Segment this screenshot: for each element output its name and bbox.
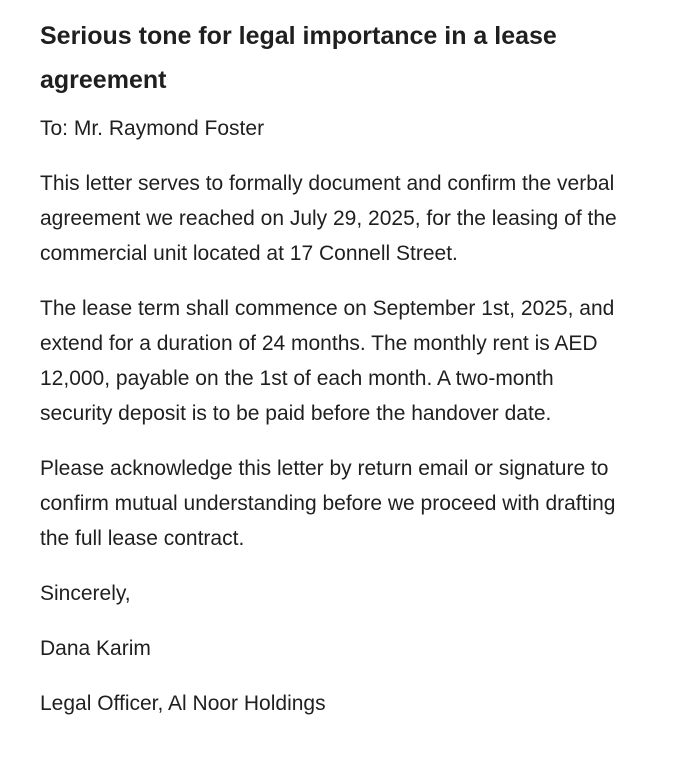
text-line: commercial unit located at 17 Connell Street.: [40, 242, 458, 265]
signature-name: Dana Karim: [40, 637, 151, 660]
closing-line: Sincerely,: [40, 582, 131, 605]
signature-title: Legal Officer, Al Noor Holdings: [40, 692, 326, 715]
text-line: Please acknowledge this letter by return email or signature to: [40, 457, 609, 480]
text-line: the full lease contract.: [40, 527, 245, 550]
paragraph-lease-terms: [40, 291, 625, 431]
text-line: 12,000, payable on the 1st of each month. A two-month: [40, 367, 554, 390]
text-line: extend for a duration of 24 months. The monthly rent is AED: [40, 332, 598, 355]
text-line: confirm mutual understanding before we proceed with drafting: [40, 492, 616, 515]
text-line: security deposit is to be paid before the handover date.: [40, 402, 552, 425]
text-line: This letter serves to formally document and confirm the verbal: [40, 172, 615, 195]
paragraph-agreement-confirmation: [40, 166, 625, 271]
letter-title: Serious tone for legal importance in a lease agreement: [40, 22, 557, 94]
recipient-line: To: Mr. Raymond Foster: [40, 117, 265, 140]
paragraph-acknowledgement-request: [40, 451, 625, 556]
text-line: The lease term shall commence on September 1st, 2025, and: [40, 297, 615, 320]
text-line: agreement we reached on July 29, 2025, for the leasing of the: [40, 207, 617, 230]
